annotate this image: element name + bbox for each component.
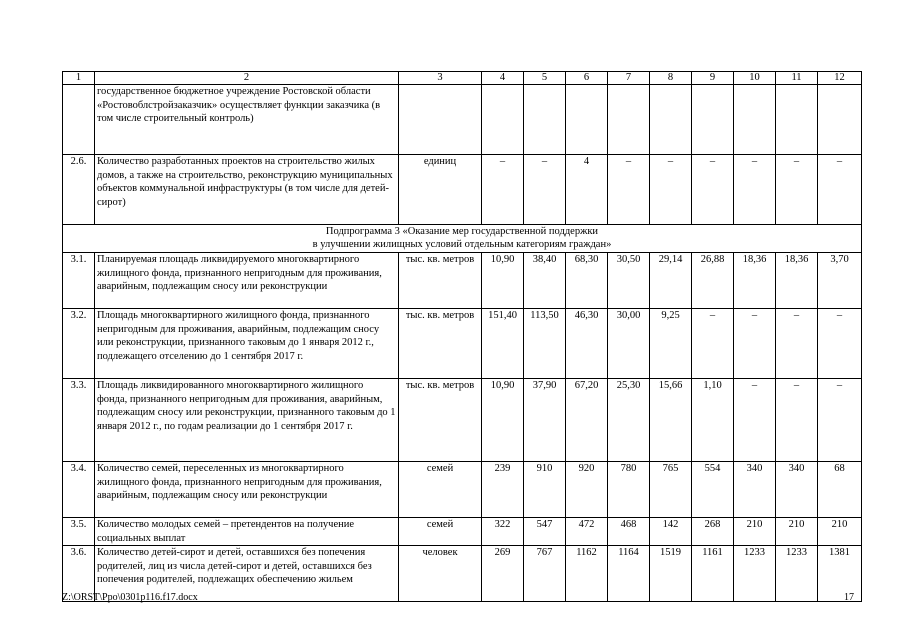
row-name: Площадь ликвидированного многоквартирного жилищного фонда, признанного непригодным для проживания, аварийным, подлежащим сносу или реконструкции, признанного таковым до 1 января 2012 г., по годам реализации до 1 сентября 2017 г.	[95, 379, 399, 462]
value-cell: 765	[650, 462, 692, 518]
header-cell: 12	[818, 72, 862, 85]
value-cell: 210	[818, 518, 862, 546]
value-cell: 151,40	[482, 309, 524, 379]
value-cell: 3,70	[818, 253, 862, 309]
header-cell: 2	[95, 72, 399, 85]
value-cell: 472	[566, 518, 608, 546]
value-cell: –	[734, 309, 776, 379]
value-cell: 1161	[692, 546, 734, 602]
row-name: Площадь многоквартирного жилищного фонда, признанного непригодным для проживания, аварийным, подлежащим сносу или реконструкции, признанного таковым до 1 января 2012 г., подлежащего отселению до 1 сентября 2017 г.	[95, 309, 399, 379]
row-name: Количество детей-сирот и детей, оставшихся без попечения родителей, лиц из числа детей-сирот и детей, оставшихся без попечения родителей, подлежащих обеспечению жильем	[95, 546, 399, 602]
value-cell: –	[692, 155, 734, 225]
table-row	[63, 518, 862, 546]
value-cell: 767	[524, 546, 566, 602]
value-cell: 1162	[566, 546, 608, 602]
value-cell: 269	[482, 546, 524, 602]
value-cell: –	[818, 309, 862, 379]
value-cell: 1519	[650, 546, 692, 602]
value-cell: 68	[818, 462, 862, 518]
value-cell: 1,10	[692, 379, 734, 462]
row-unit: человек	[399, 546, 482, 602]
row-number	[63, 85, 95, 155]
value-cell: 68,30	[566, 253, 608, 309]
value-cell: 26,88	[692, 253, 734, 309]
subprogram-title	[63, 225, 862, 253]
row-number: 3.1.	[63, 253, 95, 309]
value-cell: 29,14	[650, 253, 692, 309]
value-cell: 15,66	[650, 379, 692, 462]
value-cell: –	[776, 155, 818, 225]
value-cell: 210	[776, 518, 818, 546]
value-cell: 18,36	[776, 253, 818, 309]
row-unit: единиц	[399, 155, 482, 225]
row-number: 3.4.	[63, 462, 95, 518]
row-number: 3.5.	[63, 518, 95, 546]
row-unit: тыс. кв. метров	[399, 253, 482, 309]
value-cell: 37,90	[524, 379, 566, 462]
header-cell: 6	[566, 72, 608, 85]
row-unit: тыс. кв. метров	[399, 309, 482, 379]
header-cell: 9	[692, 72, 734, 85]
value-cell: 210	[734, 518, 776, 546]
indicators-table	[62, 71, 862, 602]
header-cell: 11	[776, 72, 818, 85]
value-cell: 4	[566, 155, 608, 225]
value-cell: 25,30	[608, 379, 650, 462]
value-cell: 468	[608, 518, 650, 546]
value-cell: –	[818, 155, 862, 225]
value-cell: 18,36	[734, 253, 776, 309]
value-cell: 10,90	[482, 379, 524, 462]
row-unit: семей	[399, 518, 482, 546]
value-cell: 1381	[818, 546, 862, 602]
value-cell: 547	[524, 518, 566, 546]
header-cell: 3	[399, 72, 482, 85]
value-cell: –	[650, 155, 692, 225]
value-cell: –	[734, 379, 776, 462]
value-cell: 920	[566, 462, 608, 518]
row-name: Количество молодых семей – претендентов на получение социальных выплат	[95, 518, 399, 546]
value-cell: 910	[524, 462, 566, 518]
file-path: Z:\ORST\Ppo\0301p116.f17.docx	[62, 592, 198, 603]
row-name: Количество семей, переселенных из многоквартирного жилищного фонда, признанного непригодным для проживания, аварийным, подлежащим сносу или реконструкции	[95, 462, 399, 518]
row-name: Количество разработанных проектов на строительство жилых домов, а также на строительство, реконструкцию муниципальных объектов коммунальной инфраструктуры (в том числе для детей-сирот)	[95, 155, 399, 225]
table-row	[63, 253, 862, 309]
value-cell: 113,50	[524, 309, 566, 379]
row-number: 3.3.	[63, 379, 95, 462]
header-cell: 8	[650, 72, 692, 85]
value-cell: 239	[482, 462, 524, 518]
header-cell: 1	[63, 72, 95, 85]
header-cell: 5	[524, 72, 566, 85]
value-cell: 1233	[734, 546, 776, 602]
value-cell: 780	[608, 462, 650, 518]
value-cell: 554	[692, 462, 734, 518]
value-cell: 9,25	[650, 309, 692, 379]
value-cell: 1164	[608, 546, 650, 602]
value-cell: –	[608, 155, 650, 225]
value-cell: 340	[734, 462, 776, 518]
value-cell: 268	[692, 518, 734, 546]
value-cell: 340	[776, 462, 818, 518]
row-number: 3.6.	[63, 546, 95, 602]
header-cell: 7	[608, 72, 650, 85]
table-row	[63, 309, 862, 379]
value-cell: –	[482, 155, 524, 225]
table-row	[63, 155, 862, 225]
row-number: 2.6.	[63, 155, 95, 225]
row-number: 3.2.	[63, 309, 95, 379]
header-cell: 10	[734, 72, 776, 85]
value-cell: 67,20	[566, 379, 608, 462]
row-name: государственное бюджетное учреждение Ростовской области «Ростовоблстройзаказчик» осуществляет функции заказчика (в том числе строительный контроль)	[95, 85, 399, 155]
value-cell: –	[776, 379, 818, 462]
value-cell: 38,40	[524, 253, 566, 309]
page-number: 17	[844, 592, 854, 603]
subprogram-row	[63, 225, 862, 253]
value-cell: 10,90	[482, 253, 524, 309]
table-row	[63, 462, 862, 518]
value-cell: –	[776, 309, 818, 379]
subprogram-line-2: в улучшении жилищных условий отдельным категориям граждан»	[312, 239, 612, 250]
row-unit: тыс. кв. метров	[399, 379, 482, 462]
value-cell: 322	[482, 518, 524, 546]
table-row	[63, 379, 862, 462]
value-cell: 142	[650, 518, 692, 546]
value-cell: 1233	[776, 546, 818, 602]
value-cell: –	[692, 309, 734, 379]
value-cell: 30,50	[608, 253, 650, 309]
value-cell: 30,00	[608, 309, 650, 379]
subprogram-line-1: Подпрограмма 3 «Оказание мер государственной поддержки	[325, 226, 599, 237]
value-cell: –	[524, 155, 566, 225]
value-cell: –	[734, 155, 776, 225]
header-row	[63, 72, 862, 85]
row-unit: семей	[399, 462, 482, 518]
header-cell: 4	[482, 72, 524, 85]
value-cell: –	[818, 379, 862, 462]
row-name: Планируемая площадь ликвидируемого многоквартирного жилищного фонда, признанного непригодным для проживания, аварийным, подлежащим сносу или реконструкции	[95, 253, 399, 309]
value-cell: 46,30	[566, 309, 608, 379]
table-row	[63, 85, 862, 155]
